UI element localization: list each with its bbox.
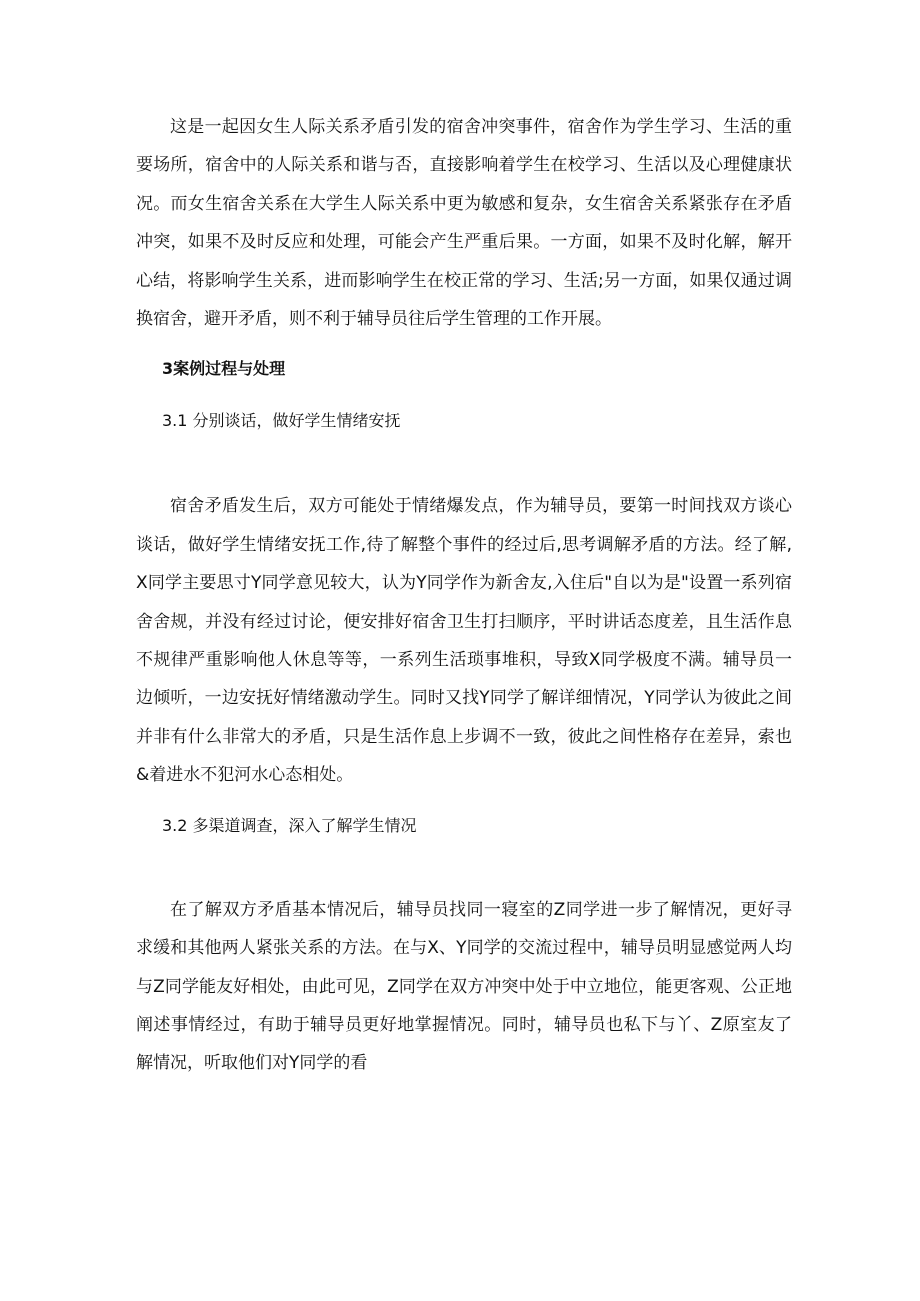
spacer	[136, 381, 792, 409]
document-page	[136, 108, 792, 1083]
spacer	[136, 795, 792, 814]
paragraph-separate-talks: 宿舍矛盾发生后，双方可能处于情绪爆发点，作为辅导员，要第一时间找双方谈心谈话，做好学生情绪安抚工作,待了解整个事件的经过后,思考调解矛盾的方法。经了解,X同学主要思寸Y同学意见较大，认为Y同学作为新舍友,入住后"自以为是"设置一系列宿舍舍规，并没有经过讨论，便安排好宿舍卫生打扫顺序，平时讲话态度差，且生活作息不规律严重影响他人休息等等，一系列生活琐事堆积，导致X同学极度不满。辅导员一边倾听，一边安抚好情绪激动学生。同时又找Y同学了解详细情况，Y同学认为彼此之间并非有什么非常大的矛盾，只是生活作息上步调不一致，彼此之间性格存在差异，索也&着进水不犯河水心态相处。	[136, 496, 792, 786]
section-3-heading: 3案例过程与处理	[162, 359, 286, 379]
spacer	[136, 838, 792, 891]
spacer	[136, 433, 792, 487]
section-3-1-heading: 3.1 分别谈话，做好学生情绪安抚	[162, 411, 401, 431]
spacer	[136, 338, 792, 357]
section-3-2-heading: 3.2 多渠道调查，深入了解学生情况	[162, 815, 417, 835]
paragraph-case-background: 这是一起因女生人际关系矛盾引发的宿舍冲突事件，宿舍作为学生学习、生活的重要场所，宿舍中的人际关系和谐与否，直接影响着学生在校学习、生活以及心理健康状况。而女生宿舍关系在大学生人际关系中更为敏感和复杂，女生宿舍关系紧张存在矛盾冲突，如果不及时反应和处理，可能会产生严重后果。一方面，如果不及时化解，解开心结，将影响学生关系，进而影响学生在校正常的学习、生活;另一方面，如果仅通过调换宿舍，避开矛盾，则不利于辅导员往后学生管理的工作开展。	[136, 117, 792, 330]
paragraph-investigation: 在了解双方矛盾基本情况后，辅导员找同一寝室的Z同学进一步了解情况，更好寻求缓和其他两人紧张关系的方法。在与X、Y同学的交流过程中，辅导员明显感觉两人均与Z同学能友好相处，由此可见，Z同学在双方冲突中处于中立地位，能更客观、公正地阐述事情经过，有助于辅导员更好地掌握情况。同时，辅导员也私下与丫、Z原室友了解情况，听取他们对Y同学的看	[136, 899, 792, 1074]
